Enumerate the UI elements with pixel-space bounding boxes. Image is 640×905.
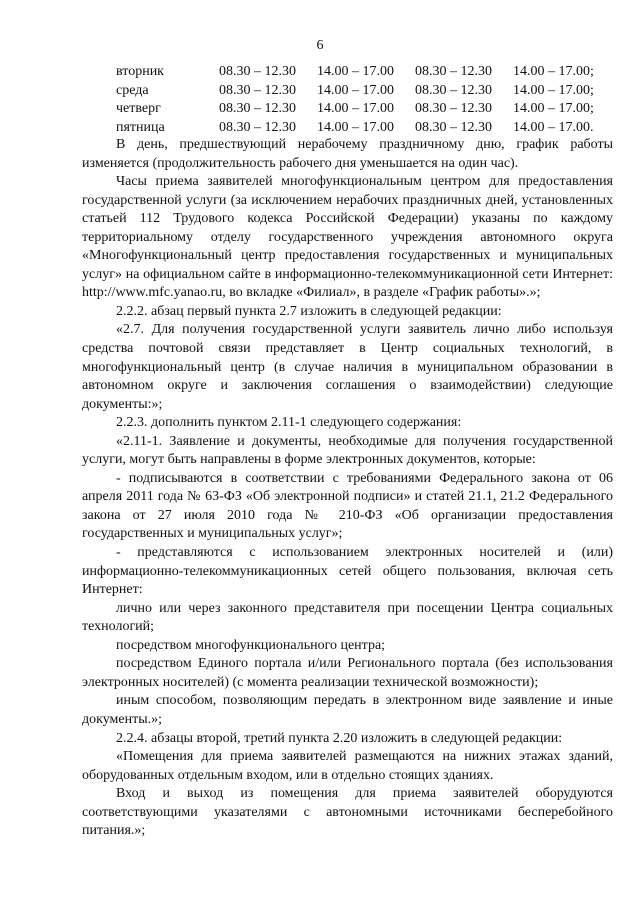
document-body [82,136,613,841]
schedule-time: 14.00 – 17.00; [513,101,594,116]
paragraph: посредством Единого портала и/или Регионального портала (без использования электронных носителей) (с момента реализации технической возможности); [82,656,613,690]
schedule-day: вторник [116,64,164,79]
paragraph: Вход и выход из помещения для приема заявителей оборудуются соответствующими указателями с автономными источниками бесперебойного питания.»; [82,786,613,839]
schedule-time: 08.30 – 12.30 [415,119,492,135]
schedule-time: 14.00 – 17.00 [317,64,394,79]
schedule-time: 08.30 – 12.30 [415,64,492,79]
schedule-row [116,63,594,82]
schedule-time: 08.30 – 12.30 [219,82,296,98]
page-number: 6 [316,38,324,53]
schedule-time: 08.30 – 12.30 [219,119,296,135]
schedule-day: четверг [116,101,161,116]
schedule-day: среда [116,82,149,98]
schedule-table [116,63,594,137]
paragraph: «Помещения для приема заявителей размещаются на нижних этажах зданий, оборудованных отдельным входом, или в отдельно стоящих зданиях. [82,749,613,783]
schedule-day: пятница [116,119,165,135]
schedule-row [116,82,594,101]
paragraph: 2.2.4. абзацы второй, третий пункта 2.20 изложить в следующей редакции: [116,730,563,746]
paragraph: - представляются с использованием электронных носителей и (или) информационно-телекоммуникационных сетей общего пользования, включая сеть Интернет: [82,545,613,598]
paragraph: Часы приема заявителей многофункциональным центром для предоставления государственной услуги (за исключением нерабочих праздничных дней, установленных статьей 112 Трудового кодекса Российской Федерации) указаны по каждому территориальному отделу государственного учреждения автономного округа «Многофункциональный центр предоставления государственных и муниципальных услуг» на официальном сайте в информационно-телекоммуникационной сети Интернет: http://www.mfc.yanao.ru, во вкладке «Филиал», в разделе «График работы».»; [82,174,613,301]
schedule-time: 08.30 – 12.30 [219,64,296,79]
schedule-time: 08.30 – 12.30 [219,101,296,116]
paragraph: 2.2.3. дополнить пунктом 2.11-1 следующего содержания: [116,415,462,431]
paragraph: В день, предшествующий нерабочему праздничному дню, график работы изменяется (продолжительность рабочего дня уменьшается на один час). [82,137,613,171]
schedule-time: 14.00 – 17.00; [513,82,594,98]
schedule-time: 14.00 – 17.00. [513,119,594,135]
paragraph: 2.2.2. абзац первый пункта 2.7 изложить в следующей редакции: [116,303,502,319]
paragraph: иным способом, позволяющим передать в электронном виде заявление и иные документы.»; [82,693,613,727]
schedule-row [116,119,594,138]
schedule-time: 14.00 – 17.00 [317,101,394,116]
paragraph: «2.11-1. Заявление и документы, необходимые для получения государственной услуги, могут быть направлены в форме электронных документов, которые: [82,433,613,468]
schedule-time: 14.00 – 17.00; [513,64,594,79]
schedule-time: 14.00 – 17.00 [317,119,394,135]
paragraph: «2.7. Для получения государственной услуги заявитель лично либо используя средства почтовой связи представляет в Центр социальных технологий, в многофункциональный центр (в случае наличия в муниципальном образовании в автономном округе и заключения соглашения о взаимодействии) следующие документы:»; [82,322,613,412]
paragraph: - подписываются в соответствии с требованиями Федерального закона от 06 апреля 2011 года № 63-ФЗ «Об электронной подписи» и статей 21.1, 21.2 Федерального закона от 27 июля 2010 года № 210-ФЗ «Об организации предоставления государственных и муниципальных услуг»; [82,470,613,542]
schedule-row [116,100,594,119]
paragraph: лично или через законного представителя при посещении Центра социальных технологий; [82,600,613,635]
paragraph: посредством многофункционального центра; [116,637,386,653]
schedule-time: 08.30 – 12.30 [415,101,492,116]
schedule-time: 14.00 – 17.00 [317,82,394,98]
schedule-time: 08.30 – 12.30 [415,82,492,98]
